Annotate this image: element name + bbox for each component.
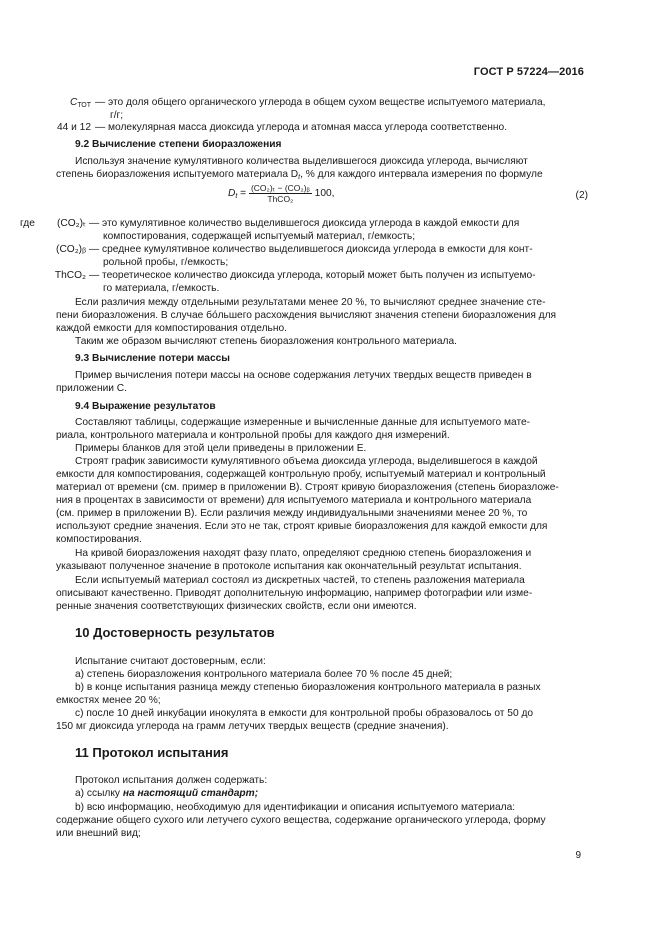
section-9-2-title: 9.2 Вычисление степени биоразложения (75, 139, 282, 150)
section-11-title: 11 Протокол испытания (75, 745, 229, 760)
formula-2: $D_t$ = $\frac{\text{(CO₂)ₜ − (CO₂)ᵦ}}{\text{ThCO₂}}$ 100, (228, 183, 335, 204)
s92-p3: Таким же образом вычисляют степень биоразложения контрольного материала. (75, 336, 457, 347)
s10-item-c-line1: c) после 10 дней инкубации инокулята в емкости для контрольной пробы образовалось от 50 до (75, 708, 534, 719)
def-term-ctot: $C_{ТОТ}$ (69, 97, 91, 109)
def-ctot-cont: г/г; (110, 110, 124, 121)
def-term-thco2: ThCO₂ (54, 270, 86, 281)
where-label: где (20, 218, 35, 229)
s94-p3-line1: Строят график зависимости кумулятивного объема диоксида углерода, выделившегося в каждой (75, 456, 538, 467)
s94-p3-line2: емкости для компостирования, содержащей контрольную пробу, испытуемый материал и контрольный (56, 469, 546, 480)
s10-item-c-line2: 150 мг диоксида углерода на грамм летучих твердых веществ (средние значения). (56, 721, 449, 732)
def-co2-b-line2: рольной пробы, г/емкость; (103, 257, 229, 268)
section-9-3-title: 9.3 Вычисление потери массы (75, 353, 231, 364)
def-44-12: — молекулярная масса диоксида углерода и атомная масса углерода соответственно. (95, 122, 508, 133)
s94-p1-line1: Составляют таблицы, содержащие измеренные и вычисленные данные для испытуемого мате- (75, 417, 531, 428)
s94-p2: Примеры бланков для этой цели приведены в приложении Е. (75, 443, 367, 454)
s11-item-b-line3: или внешний вид; (56, 828, 141, 839)
def-co2-b-line1: — среднее кумулятивное количество выделившегося диоксида углерода в емкости для конт- (89, 244, 533, 255)
equation-number: (2) (575, 190, 588, 201)
s10-intro: Испытание считают достоверным, если: (75, 656, 266, 667)
s11-item-b-line1: b) всю информацию, необходимую для идентификации и описания испытуемого материала: (75, 802, 516, 813)
page-number: 9 (575, 850, 581, 861)
s94-p5-line3: ренные значения соответствующих физических свойств, если они имеются. (56, 601, 417, 612)
s94-p3-line4: ния в процентах в зависимости от времени) для испытуемого материала и контрольного материала (56, 495, 532, 506)
s92-p1-line1: Используя значение кумулятивного количества выделившегося диоксида углерода, вычисляют (75, 156, 528, 167)
s10-item-b-line2: емкостях менее 20 %; (56, 695, 161, 706)
def-co2-t-line2: компостирования, содержащей испытуемый материал, г/емкость; (103, 231, 416, 242)
def-thco2-line1: — теоретическое количество диоксида углерода, который может быть получен из испытуемо- (89, 270, 536, 281)
section-9-4-title: 9.4 Выражение результатов (75, 401, 216, 412)
s94-p1-line2: риала, контрольного материала и контрольной пробы для каждого дня измерений. (56, 430, 450, 441)
s11-intro: Протокол испытания должен содержать: (75, 775, 268, 786)
s92-p2-line3: каждой емкости для компостирования отдельно. (56, 323, 287, 334)
s11-item-a: а) ссылку на настоящий стандарт; (75, 788, 259, 799)
s94-p4-line1: На кривой биоразложения находят фазу плато, определяют среднюю степень биоразложения и (75, 548, 532, 559)
def-ctot: — это доля общего органического углерода в общем сухом веществе испытуемого материала, (95, 97, 546, 108)
s94-p4-line2: указывают полученное значение в протоколе испытания как окончательный результат испытания. (56, 561, 522, 572)
def-thco2-line2: го материала, г/емкость. (103, 283, 220, 294)
s94-p3-line3: материал от времени (см. пример в приложении В). Строят кривую биоразложения (степень биоразложе- (56, 482, 559, 493)
def-term-co2-t: (CO₂)ₜ (56, 218, 86, 229)
s92-p2-line2: пени биоразложения. В случае бо́льшего расхождения вычисляют значения степени биоразложения для (56, 310, 557, 321)
s94-p5-line2: описывают качественно. Приводят дополнительную информацию, например фотографии или изме- (56, 588, 533, 599)
s94-p3-line5: (см. пример в приложении В). Если различия между индивидуальными значениями менее 20 %, то (56, 508, 528, 519)
def-co2-t-line1: — это кумулятивное количество выделившегося диоксида углерода в каждой емкости для (89, 218, 520, 229)
s93-p1-line2: приложении С. (56, 383, 127, 394)
formula-fraction: $\frac{\text{(CO₂)ₜ − (CO₂)ᵦ}}{\text{ThCO₂}}$ (250, 183, 310, 204)
s10-item-a: а) степень биоразложения контрольного материала более 70 % после 45 дней; (75, 669, 453, 680)
s92-p2-line1: Если различия между отдельными результатами менее 20 %, то вычисляют среднее значение сте- (75, 297, 546, 308)
s92-p1-line2: степень биоразложения испытуемого материала $D_t$, % для каждого интервала измерения по формуле (56, 169, 543, 181)
section-10-title: 10 Достоверность результатов (75, 625, 275, 640)
s94-p3-line7: компостирования. (56, 534, 142, 545)
s10-item-b-line1: b) в конце испытания разница между степенью биоразложения контрольного материала в разных (75, 682, 541, 693)
document-header-id: ГОСТ Р 57224—2016 (473, 66, 584, 78)
def-term-44-12: 44 и 12 (56, 122, 91, 133)
s11-item-b-line2: содержание общего сухого или летучего сухого вещества, содержание органического углерода, форму (56, 815, 546, 826)
def-term-co2-b: (CO₂)ᵦ (56, 244, 86, 255)
s94-p3-line6: используют средние значения. Если это не так, строят кривые биоразложения для каждой емкости для (56, 521, 548, 532)
s93-p1-line1: Пример вычисления потери массы на основе содержания летучих твердых веществ приведен в (75, 370, 532, 381)
s94-p5-line1: Если испытуемый материал состоял из дискретных частей, то степень разложения материала (75, 575, 525, 586)
